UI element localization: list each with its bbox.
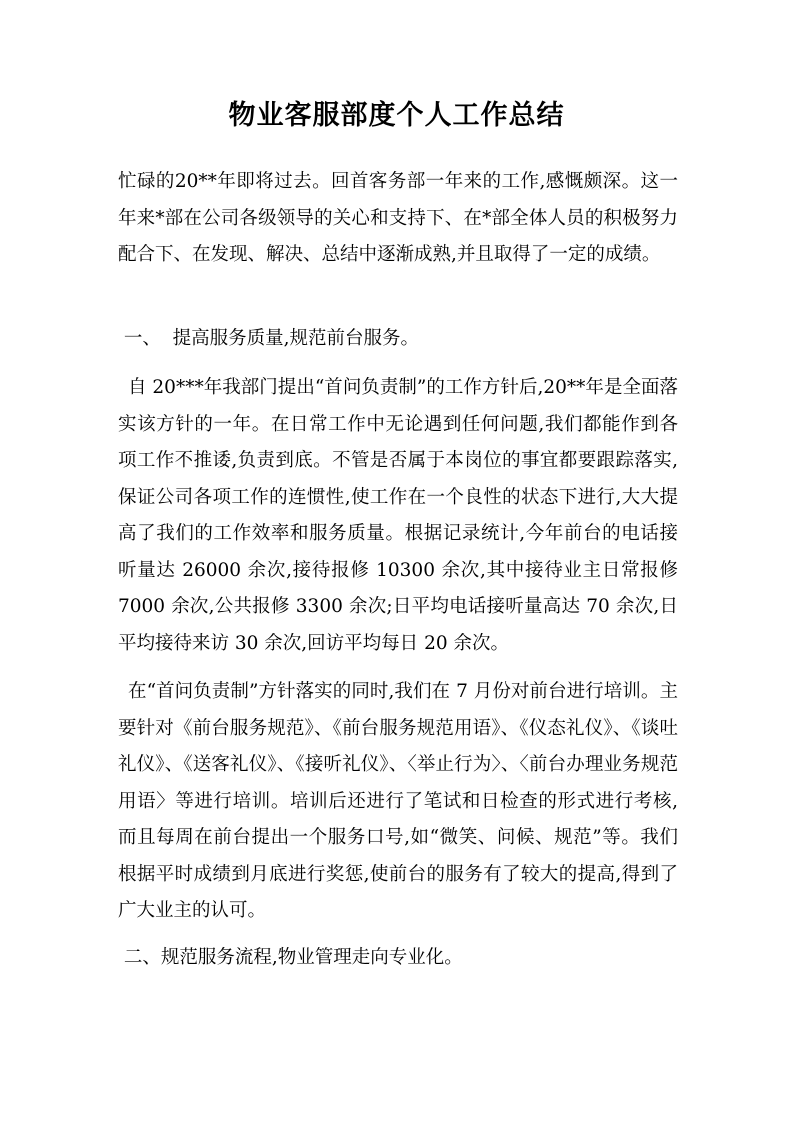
document-title: 物业客服部度个人工作总结 xyxy=(228,100,565,131)
section-heading-1: 一、 提高服务质量,规范前台服务。 xyxy=(118,328,420,349)
intro-paragraph: 忙碌的20**年即将过去。回首客务部一年来的工作,感慨颇深。这一年来*部在公司各级领导的关心和支持下、在*部全体人员的积极努力配合下、在发现、解决、总结中逐渐成熟,并且取得了一定的成绩。 xyxy=(118,171,678,265)
body-paragraph-2: 在“首问负责制”方针落实的同时,我们在 7 月份对前台进行培训。主要针对《前台服务规范》、《前台服务规范用语》、《仪态礼仪》、《谈吐礼仪》、《送客礼仪》、《接听礼仪》、〈举止行为〉、〈前台办理业务规范用语〉等进行培训。培训后还进行了笔试和日检查的形式进行考核,而且每周在前台提出一个服务口号,如“微笑、问候、规范”等。我们根据平时成绩到月底进行奖惩,使前台的服务有了较大的提高,得到了广大业主的认可。 xyxy=(118,681,678,921)
body-paragraph-1: 自 20***年我部门提出“首问负责制”的工作方针后,20**年是全面落实该方针的一年。在日常工作中无论遇到任何问题,我们都能作到各项工作不推诿,负责到底。不管是否属于本岗位的事宜都要跟踪落实,保证公司各项工作的连惯性,使工作在一个良性的状态下进行,大大提高了我们的工作效率和服务质量。根据记录统计,今年前台的电话接听量达 26000 余次,接待报修 10300 余次,其中接待业主日常报修 7000 余次,公共报修 3300 余次;日平均电话接听量高达 70 余次,日平均接待来访 30 余次,回访平均每日 20 余次。 xyxy=(118,377,678,654)
section-heading-2: 二、规范服务流程,物业管理走向专业化。 xyxy=(118,947,463,968)
